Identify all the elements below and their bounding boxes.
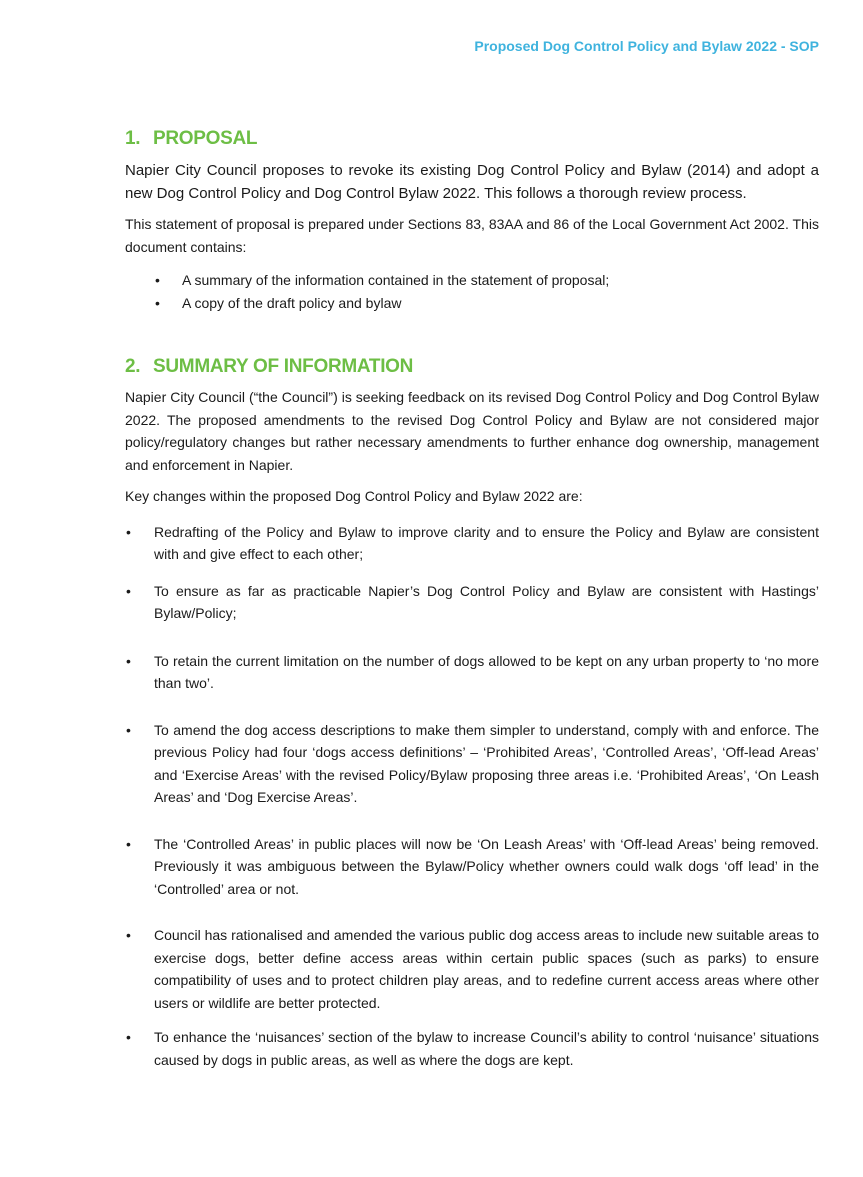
list-item bbox=[125, 580, 819, 625]
running-header: Proposed Dog Control Policy and Bylaw 2022 - SOP bbox=[474, 38, 819, 54]
section-2-paragraph-2: Key changes within the proposed Dog Control Policy and Bylaw 2022 are: bbox=[125, 488, 583, 504]
section-1-heading bbox=[125, 128, 819, 150]
list-item bbox=[125, 833, 819, 901]
bullet-icon: • bbox=[126, 652, 131, 669]
page-content bbox=[125, 128, 819, 1071]
list-item-text: To enhance the ‘nuisances’ section of the bylaw to increase Council’s ability to control ‘nuisance’ situations caused by dogs in public areas, as well as where the dogs are kept. bbox=[154, 1029, 819, 1068]
section-1-bullet-list bbox=[125, 269, 819, 314]
section-2-bullet-list bbox=[125, 521, 819, 1072]
section-1-paragraph-2: This statement of proposal is prepared under Sections 83, 83AA and 86 of the Local Government Act 2002. This document contains: bbox=[125, 216, 819, 255]
bullet-icon: • bbox=[155, 294, 160, 311]
list-item-text: To retain the current limitation on the number of dogs allowed to be kept on any urban property to ‘no more than two’. bbox=[154, 652, 819, 691]
bullet-icon: • bbox=[126, 582, 131, 599]
section-1-paragraph-1: Napier City Council proposes to revoke its existing Dog Control Policy and Bylaw (2014) and adopt a new Dog Control Policy and Dog Control Bylaw 2022. This follows a thorough review process. bbox=[125, 162, 819, 202]
list-item-text: Council has rationalised and amended the various public dog access areas to include new suitable areas to exercise dogs, better define access areas within certain public spaces (such as parks) to ensure compatibility of uses and to protect children play areas, and to redefine current access areas where other users or wildlife are better protected. bbox=[154, 927, 819, 1011]
bullet-icon: • bbox=[126, 1029, 131, 1045]
section-2-paragraph-1: Napier City Council (“the Council”) is seeking feedback on its revised Dog Control Policy and Dog Control Bylaw 2022. The proposed amendments to the revised Dog Control Policy and Bylaw are not considered major policy/regulatory changes but rather necessary amendments to further enhance dog ownership, management and enforcement in Napier. bbox=[125, 389, 819, 473]
section-2-heading bbox=[125, 356, 819, 378]
list-item bbox=[125, 924, 819, 1014]
bullet-icon: • bbox=[126, 927, 131, 943]
list-item bbox=[125, 292, 819, 315]
list-item bbox=[125, 650, 819, 695]
section-2-number: 2. bbox=[125, 356, 141, 377]
list-item bbox=[125, 269, 819, 292]
section-1-title: PROPOSAL bbox=[153, 128, 258, 149]
bullet-icon: • bbox=[126, 721, 131, 738]
list-item bbox=[125, 521, 819, 566]
section-1-number: 1. bbox=[125, 128, 141, 149]
list-item-text: A copy of the draft policy and bylaw bbox=[182, 294, 402, 311]
bullet-icon: • bbox=[155, 272, 160, 288]
list-item-text: A summary of the information contained in the statement of proposal; bbox=[182, 272, 610, 288]
list-item-text: The ‘Controlled Areas’ in public places will now be ‘On Leash Areas’ with ‘Off-lead Areas’ being removed. Previously it was ambiguous between the Bylaw/Policy whether owners could walk dogs ‘off lead’ in the ‘Controlled’ area or not. bbox=[154, 835, 819, 897]
bullet-icon: • bbox=[126, 835, 131, 852]
list-item-text: Redrafting of the Policy and Bylaw to improve clarity and to ensure the Policy and Bylaw are consistent with and give effect to each other; bbox=[154, 523, 819, 562]
bullet-icon: • bbox=[126, 523, 131, 540]
list-item bbox=[125, 719, 819, 809]
list-item-text: To ensure as far as practicable Napier’s Dog Control Policy and Bylaw are consistent with Hastings’ Bylaw/Policy; bbox=[154, 582, 819, 621]
list-item bbox=[125, 1026, 819, 1071]
section-2-title: SUMMARY OF INFORMATION bbox=[153, 356, 414, 377]
list-item-text: To amend the dog access descriptions to make them simpler to understand, comply with and enforce. The previous Policy had four ‘dogs access definitions’ – ‘Prohibited Areas’, ‘Controlled Areas’, ‘Off-lead Areas’ and ‘Exercise Areas’ with the revised Policy/Bylaw proposing three areas i.e. ‘Prohibited Areas’, ‘On Leash Areas’ and ‘Dog Exercise Areas’. bbox=[154, 721, 819, 805]
